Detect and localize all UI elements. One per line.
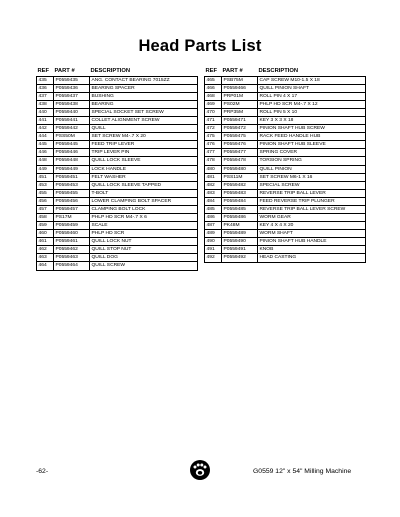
table-row: [205, 206, 365, 214]
description-cell: SPRING COVER: [259, 150, 298, 156]
table-row: [205, 246, 365, 254]
ref-cell: 468: [205, 93, 222, 100]
ref-cell: 436: [37, 85, 54, 92]
table-row: [37, 214, 197, 222]
parts-table-right: [204, 67, 366, 263]
table-row: [37, 93, 197, 101]
part-number-cell: PRP35M: [222, 109, 258, 116]
description-cell: ANG. CONTACT BEARING 7015ZZ: [91, 78, 170, 83]
parts-table-left: [36, 67, 198, 271]
part-number-cell: P0559456: [54, 198, 90, 205]
ref-cell: 481: [205, 174, 222, 181]
part-number-cell: P0559442: [54, 125, 90, 132]
ref-cell: 445: [37, 141, 54, 148]
table-row: [37, 133, 197, 141]
part-number-cell: P0559490: [222, 238, 258, 245]
ref-cell: 482: [205, 182, 222, 189]
ref-cell: 453: [37, 182, 54, 189]
header-ref: REF: [205, 68, 218, 74]
ref-cell: 437: [37, 93, 54, 100]
description-cell: BEARING: [91, 102, 114, 108]
ref-cell: 484: [205, 198, 222, 205]
table-row: [205, 125, 365, 133]
description-cell: QUILL LOCK SLEEVE TAPPED: [91, 182, 161, 188]
table-row: [205, 238, 365, 246]
ref-cell: 464: [37, 262, 54, 270]
part-number-cell: P0559475: [222, 133, 258, 140]
ref-cell: 477: [205, 149, 222, 156]
description-cell: QUILL STOP NUT: [91, 246, 132, 252]
part-number-cell: P0559492: [222, 254, 258, 262]
table-row: [205, 117, 365, 125]
ref-cell: 460: [37, 230, 54, 237]
part-number-cell: P0559466: [222, 85, 258, 92]
part-number-cell: P0559463: [54, 254, 90, 261]
description-cell: PHLP HD SCR: [91, 230, 125, 236]
description-cell: TRIP LEVER PIN: [91, 150, 130, 156]
description-cell: QUILL LOCK SLEEVE: [91, 158, 141, 164]
description-cell: ROLL PIN 4 X 17: [259, 94, 298, 100]
part-number-cell: P0559453: [54, 182, 90, 189]
part-number-cell: P0559460: [54, 230, 90, 237]
ref-cell: 457: [37, 206, 54, 213]
description-cell: PINION SHAFT HUB SLEEVE: [259, 142, 326, 148]
part-number-cell: P0559462: [54, 246, 90, 253]
table-row: [205, 230, 365, 238]
description-cell: CAP SCREW M10-1.5 X 18: [259, 78, 320, 83]
table-row: [37, 190, 197, 198]
table-row: [37, 166, 197, 174]
description-cell: REVERSE TRIP BALL LEVER: [259, 190, 326, 196]
description-cell: KEY 4 X 4 X 20: [259, 222, 294, 228]
ref-cell: 455: [37, 190, 54, 197]
table-row: [37, 141, 197, 149]
description-cell: SET SCREW M4-.7 X 20: [91, 134, 146, 140]
ref-cell: 489: [205, 230, 222, 237]
part-number-cell: P0559472: [222, 125, 258, 132]
part-number-cell: P0559445: [54, 141, 90, 148]
ref-cell: 490: [205, 238, 222, 245]
ref-cell: 461: [37, 238, 54, 245]
table-header: [204, 67, 366, 76]
ref-cell: 438: [37, 101, 54, 108]
description-cell: LOCK HANDLE: [91, 166, 127, 172]
description-cell: BUSHING: [91, 94, 114, 100]
part-number-cell: P0559491: [222, 246, 258, 253]
part-number-cell: PSS50M: [54, 133, 90, 140]
part-number-cell: P0559438: [54, 101, 90, 108]
part-number-cell: P0559457: [54, 206, 90, 213]
description-cell: SET SCREW M6-1 X 16: [259, 174, 313, 180]
description-cell: PINION SHAFT HUB HANDLE: [259, 238, 327, 244]
part-number-cell: P0559437: [54, 93, 90, 100]
part-number-cell: PS02M: [222, 101, 258, 108]
part-number-cell: P0559435: [54, 77, 90, 84]
table-row: [205, 133, 365, 141]
description-cell: CLAMPING BOLT LOCK: [91, 206, 146, 212]
ref-cell: 486: [205, 214, 222, 221]
header-description: DESCRIPTION: [258, 68, 299, 74]
description-cell: PINION SHAFT HUB SCREW: [259, 126, 325, 132]
ref-cell: 487: [205, 222, 222, 229]
ref-cell: 470: [205, 109, 222, 116]
description-cell: QUILL LOCK NUT: [91, 238, 132, 244]
table-row: [37, 157, 197, 165]
part-number-cell: P0559476: [222, 141, 258, 148]
table-row: [205, 141, 365, 149]
page-number: -62-: [36, 468, 49, 475]
ref-cell: 476: [205, 141, 222, 148]
part-number-cell: P0559484: [222, 198, 258, 205]
table-row: [205, 93, 365, 101]
part-number-cell: PK48M: [222, 222, 258, 229]
ref-cell: 492: [205, 254, 222, 262]
ref-cell: 456: [37, 198, 54, 205]
ref-cell: 463: [37, 254, 54, 261]
ref-cell: 475: [205, 133, 222, 140]
part-number-cell: P0559480: [222, 166, 258, 173]
part-number-cell: P0559440: [54, 109, 90, 116]
table-row: [37, 101, 197, 109]
part-number-cell: P0559455: [54, 190, 90, 197]
description-cell: KEY 3 X 3 X 18: [259, 118, 294, 124]
part-number-cell: P0559482: [222, 182, 258, 189]
ref-cell: 466: [205, 85, 222, 92]
table-row: [37, 206, 197, 214]
part-number-cell: PS17M: [54, 214, 90, 221]
table-row: [37, 174, 197, 182]
part-number-cell: P0559464: [54, 262, 90, 270]
page-title: Head Parts List: [138, 37, 262, 55]
part-number-cell: P0559486: [222, 214, 258, 221]
part-number-cell: P0559459: [54, 222, 90, 229]
ref-cell: 442: [37, 125, 54, 132]
table-row: [205, 166, 365, 174]
part-number-cell: P0559489: [222, 230, 258, 237]
ref-cell: 444: [37, 133, 54, 140]
table-row: [37, 254, 197, 262]
table-body: [36, 76, 198, 271]
header-ref: REF: [37, 68, 50, 74]
description-cell: WORM GEAR: [259, 214, 291, 220]
ref-cell: 462: [37, 246, 54, 253]
description-cell: TORSION SPRING: [259, 158, 302, 164]
part-number-cell: P0559477: [222, 149, 258, 156]
part-number-cell: P0559478: [222, 157, 258, 164]
description-cell: QUILL: [91, 126, 106, 132]
description-cell: QUILL SCREW: [91, 263, 126, 269]
part-number-cell: PRP01M: [222, 93, 258, 100]
description-cell: PHLP HD SCR M4-.7 X 12: [259, 102, 318, 108]
description-cell: HEAD CASTING: [259, 255, 297, 261]
description-cell: LOWER CLAMPING BOLT SPACER: [91, 198, 172, 204]
ref-cell: 491: [205, 246, 222, 253]
ref-cell: 469: [205, 101, 222, 108]
table-row: [37, 109, 197, 117]
table-row: [205, 149, 365, 157]
description-cell: RACK FEED HANDLE HUB: [259, 134, 321, 140]
bear-paw-logo-icon: [189, 458, 211, 480]
table-row: [205, 222, 365, 230]
ref-cell: 435: [37, 77, 54, 84]
ref-cell: 483: [205, 190, 222, 197]
table-row: [37, 125, 197, 133]
table-body: [204, 76, 366, 263]
description-cell: WORM SHAFT: [259, 230, 293, 236]
table-row: [205, 182, 365, 190]
ref-cell: 472: [205, 125, 222, 132]
part-number-cell: P0559441: [54, 117, 90, 124]
table-row: [37, 222, 197, 230]
part-number-cell: P0559451: [54, 174, 90, 181]
part-number-cell: P0559471: [222, 117, 258, 124]
table-row: [205, 214, 365, 222]
table-row: [205, 85, 365, 93]
description-cell: BEARING SPACER: [91, 86, 135, 92]
ref-cell: 449: [37, 166, 54, 173]
description-cell: FEED TRIP LEVER: [91, 142, 135, 148]
table-row: [37, 238, 197, 246]
part-number-cell: P0559446: [54, 149, 90, 156]
description-cell: SPECIAL SOCKET SET SCREW: [91, 110, 164, 116]
table-row: [37, 117, 197, 125]
part-number-cell: PSS11M: [222, 174, 258, 181]
ref-cell: 451: [37, 174, 54, 181]
description-cell: T-BOLT: [91, 190, 109, 196]
ref-cell: 478: [205, 157, 222, 164]
table-row: [205, 77, 365, 85]
table-row: [37, 149, 197, 157]
description-cell: QUILL PINION SHAFT: [259, 86, 310, 92]
ref-cell: 441: [37, 117, 54, 124]
ref-cell: 480: [205, 166, 222, 173]
table-row: [37, 182, 197, 190]
table-row: [205, 198, 365, 206]
table-row: [37, 77, 197, 85]
description-cell: FELT WASHER: [91, 174, 126, 180]
description-cell: SPECIAL SCREW: [259, 182, 300, 188]
table-row: [37, 230, 197, 238]
table-row: [37, 198, 197, 206]
table-row: [205, 254, 365, 262]
description-cell: ROLL PIN 5 X 10: [259, 110, 298, 116]
ref-cell: 448: [37, 157, 54, 164]
table-row: [205, 157, 365, 165]
ref-cell: 440: [37, 109, 54, 116]
part-number-cell: P0559461: [54, 238, 90, 245]
ref-cell: 485: [205, 206, 222, 213]
part-number-cell: PSB75M: [222, 77, 258, 84]
header-description: DESCRIPTION: [90, 68, 131, 74]
part-number-cell: P0559448: [54, 157, 90, 164]
header-part: PART #: [222, 68, 243, 74]
header-part: PART #: [54, 68, 75, 74]
table-row: [37, 262, 197, 270]
description-cell: PHLP HD SCR M4-.7 X 6: [91, 214, 147, 220]
description-cell: QUILL PINION: [259, 166, 292, 172]
ref-cell: 465: [205, 77, 222, 84]
part-number-cell: P0559436: [54, 85, 90, 92]
description-cell: REVERSE TRIP BALL LEVER SCREW: [259, 206, 346, 212]
description-cell: FEED REVERSE TRIP PLUNGER: [259, 198, 335, 204]
ref-cell: 446: [37, 149, 54, 156]
table-header: [36, 67, 198, 76]
table-row: [205, 190, 365, 198]
table-row: [205, 109, 365, 117]
table-row: [37, 246, 197, 254]
ref-cell: 458: [37, 214, 54, 221]
table-row: [37, 85, 197, 93]
table-row: [205, 101, 365, 109]
model-name: G0559 12" x 54" Milling Machine: [253, 468, 352, 475]
ref-cell: 459: [37, 222, 54, 229]
description-cell: KNOB: [259, 246, 274, 252]
description-cell: QUILL DOG: [91, 255, 118, 261]
part-number-cell: P0559485: [222, 206, 258, 213]
part-number-cell: P0559483: [222, 190, 258, 197]
description-cell: SCALE: [91, 222, 108, 228]
part-number-cell: P0559449: [54, 166, 90, 173]
table-row: [205, 174, 365, 182]
description-cell: COLLET ALIGNMENT SCREW: [91, 118, 160, 124]
ref-cell: 471: [205, 117, 222, 124]
